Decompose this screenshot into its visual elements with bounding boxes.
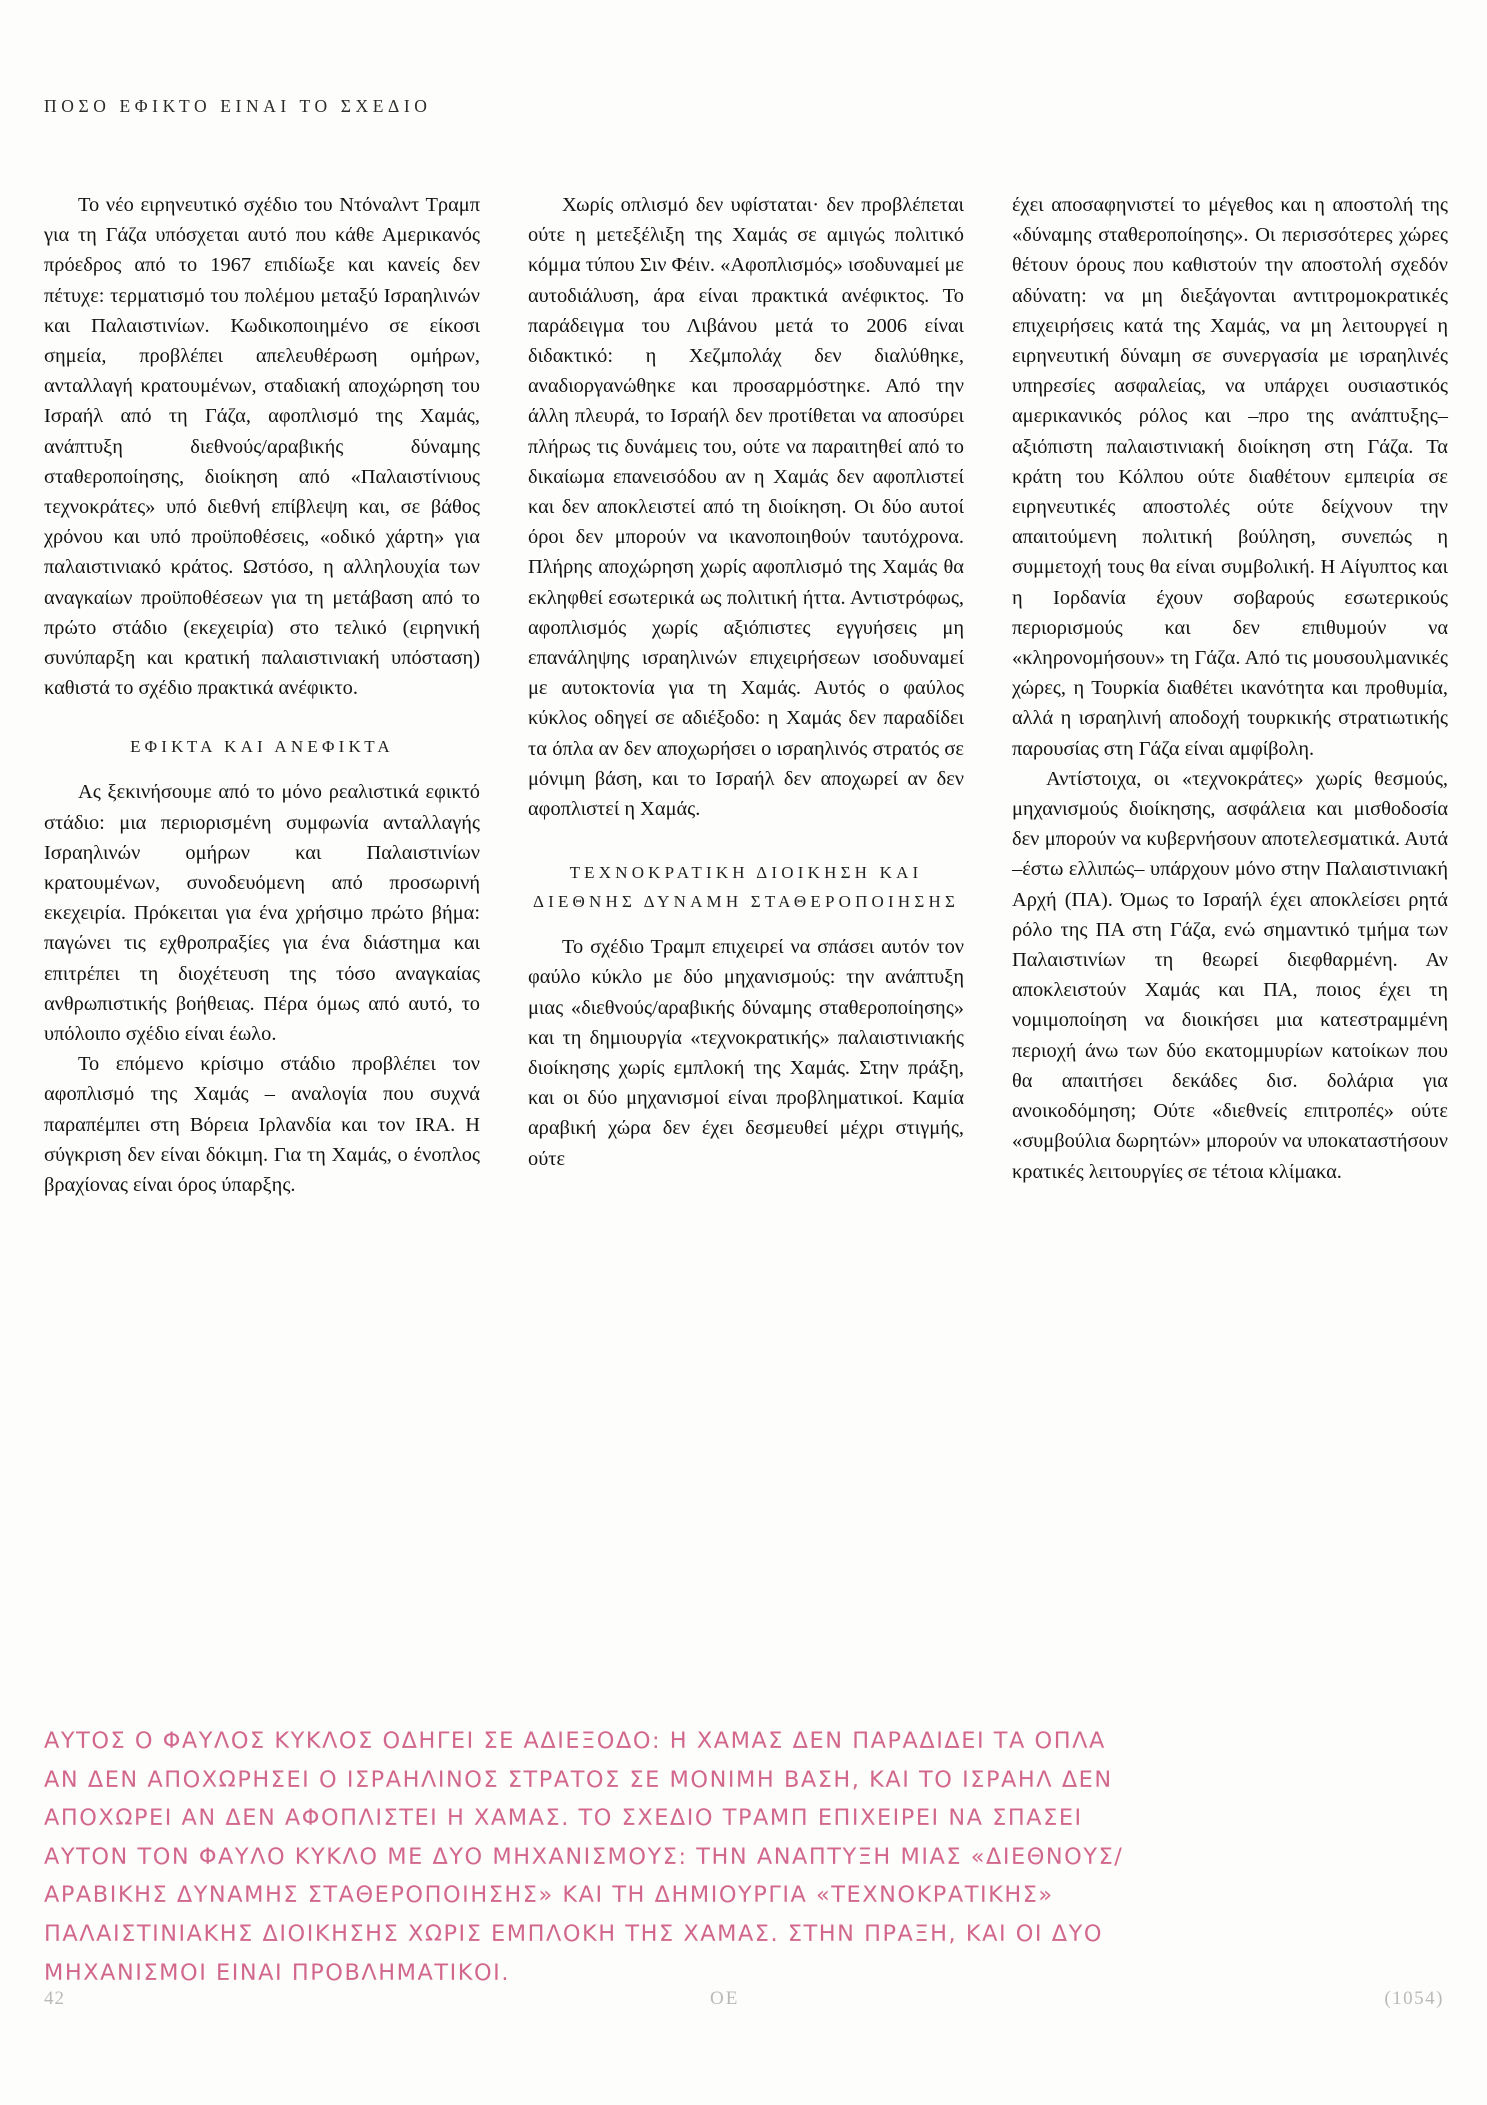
pull-quote (44, 1722, 1444, 1992)
section-heading-efikta: ΕΦΙΚΤΑ ΚΑΙ ΑΝΕΦΙΚΤΑ (130, 737, 394, 757)
column-2 (528, 190, 964, 1200)
paragraph: Ας ξεκινήσουμε από το μόνο ρεαλιστικά εφικτό στάδιο: μια περιορισμένη συμφωνία ανταλλαγής Ισραηλινών ομήρων και Παλαιστινίων κρατουμένων, συνοδευόμενη από προσωρινή εκεχειρία. Πρόκειται για ένα χρήσιμο πρώτο βήμα: παγώνει τις εχθροπραξίες για ένα διάστημα και επιτρέπει τη διοχέτευση της τόσο αναγκαίας ανθρωπιστικής βοήθειας. Πέρα όμως από αυτό, το υπόλοιπο σχέδιο είναι έωλο. (44, 781, 480, 1046)
column-1 (44, 190, 480, 1200)
pull-quote-line: ΑΝ ΔΕΝ ΑΠΟΧΩΡΗΣΕΙ Ο ΙΣΡΑΗΛΙΝΟΣ ΣΤΡΑΤΟΣ ΣΕ ΜΟΝΙΜΗ ΒΑΣΗ, ΚΑΙ ΤΟ ΙΣΡΑΗΛ ΔΕΝ (44, 1766, 1113, 1793)
section-heading-line-2: ΔΙΕΘΝΗΣ ΔΥΝΑΜΗ ΣΤΑΘΕΡΟΠΟΙΗΣΗΣ (532, 892, 960, 912)
paragraph: Το σχέδιο Τραμπ επιχειρεί να σπάσει αυτόν τον φαύλο κύκλο με δύο μηχανισμούς: την ανάπτυξη μιας «διεθνούς/αραβικής δύναμης σταθεροποίησης» και τη δημιουργία «τεχνοκρατικής» παλαιστινιακής διοίκησης χωρίς εμπλοκή της Χαμάς. Στην πράξη, και οι δύο μηχανισμοί είναι προβληματικοί. Καμία αραβική χώρα δεν έχει δεσμευθεί μέχρι στιγμής, ούτε (528, 936, 964, 1170)
publication-mark: ΟΕ (710, 1988, 740, 2009)
issue-reference: (1054) (1384, 1988, 1444, 2009)
paragraph: έχει αποσαφηνιστεί το μέγεθος και η αποστολή της «δύναμης σταθεροποίησης». Οι περισσότερες χώρες θέτουν όρους που καθιστούν την αποστολή σχεδόν αδύνατη: να μη διεξάγονται αντιτρομοκρατικές επιχειρήσεις κατά της Χαμάς, να μη λειτουργεί η ειρηνευτική δύναμη σε συνεργασία με ισραηλινές υπηρεσίες ασφαλείας, να υπάρχει ουσιαστικός αμερικανικός ρόλος και –προ της ανάπτυξης– αξιόπιστη παλαιστινιακή διοίκηση στη Γάζα. Τα κράτη του Κόλπου ούτε διαθέτουν εμπειρία σε ειρηνευτικές αποστολές ούτε δείχνουν την απαιτούμενη πολιτική βούληση, συνεπώς η συμμετοχή τους θα είναι συμβολική. Η Αίγυπτος και η Ιορδανία έχουν σοβαρούς εσωτερικούς περιορισμούς και δεν επιθυμούν να «κληρονομήσουν» τη Γάζα. Από τις μουσουλμανικές χώρες, η Τουρκία διαθέτει ικανότητα και προθυμία, αλλά η ισραηλινή αποδοχή τουρκικής στρατιωτικής παρουσίας στη Γάζα είναι αμφίβολη. (1012, 194, 1448, 760)
pull-quote-line: ΑΡΑΒΙΚΗΣ ΔΥΝΑΜΗΣ ΣΤΑΘΕΡΟΠΟΙΗΣΗΣ» ΚΑΙ ΤΗ ΔΗΜΙΟΥΡΓΙΑ «ΤΕΧΝΟΚΡΑΤΙΚΗΣ» (44, 1882, 1054, 1909)
pull-quote-line: ΑΠΟΧΩΡΕΙ ΑΝ ΔΕΝ ΑΦΟΠΛΙΣΤΕΙ Η ΧΑΜΑΣ. ΤΟ ΣΧΕΔΙΟ ΤΡΑΜΠ ΕΠΙΧΕΙΡΕΙ ΝΑ ΣΠΑΣΕΙ (44, 1805, 1083, 1832)
section-heading-line-1: ΤΕΧΝΟΚΡΑΤΙΚΗ ΔΙΟΙΚΗΣΗ ΚΑΙ (569, 863, 923, 883)
pull-quote-line: ΠΑΛΑΙΣΤΙΝΙΑΚΗΣ ΔΙΟΙΚΗΣΗΣ ΧΩΡΙΣ ΕΜΠΛΟΚΗ ΤΗΣ ΧΑΜΑΣ. ΣΤΗΝ ΠΡΑΞΗ, ΚΑΙ ΟΙ ΔΥΟ (44, 1920, 1104, 1947)
pull-quote-line: ΜΗΧΑΝΙΣΜΟΙ ΕΙΝΑΙ ΠΡΟΒΛΗΜΑΤΙΚΟΙ. (44, 1959, 510, 1986)
pull-quote-line: ΑΥΤΟΝ ΤΟΝ ΦΑΥΛΟ ΚΥΚΛΟ ΜΕ ΔΥΟ ΜΗΧΑΝΙΣΜΟΥΣ: ΤΗΝ ΑΝΑΠΤΥΞΗ ΜΙΑΣ «ΔΙΕΘΝΟΥΣ/ (44, 1843, 1124, 1870)
running-head: ΠΟΣΟ ΕΦΙΚΤΟ ΕΙΝΑΙ ΤΟ ΣΧΕΔΙΟ (44, 96, 432, 116)
page-footer (44, 1988, 1444, 2010)
pull-quote-line: ΑΥΤΟΣ Ο ΦΑΥΛΟΣ ΚΥΚΛΟΣ ΟΔΗΓΕΙ ΣΕ ΑΔΙΕΞΟΔΟ: Η ΧΑΜΑΣ ΔΕΝ ΠΑΡΑΔΙΔΕΙ ΤΑ ΟΠΛΑ (44, 1728, 1106, 1754)
article-columns (44, 190, 1448, 1200)
paragraph: Το νέο ειρηνευτικό σχέδιο του Ντόναλντ Τραμπ για τη Γάζα υπόσχεται αυτό που κάθε Αμερικανός πρόεδρος από το 1967 επιδίωξε και κανείς δεν πέτυχε: τερματισμό του πολέμου μεταξύ Ισραηλινών και Παλαιστινίων. Κωδικοποιημένο σε είκοσι σημεία, προβλέπει απελευθέρωση ομήρων, ανταλλαγή κρατουμένων, σταδιακή αποχώρηση του Ισραήλ από τη Γάζα, αφοπλισμό της Χαμάς, ανάπτυξη διεθνούς/αραβικής δύναμης σταθεροποίησης, διοίκηση από «Παλαιστίνιους τεχνοκράτες» υπό διεθνή επίβλεψη και, σε βάθος χρόνου και υπό προϋποθέσεις, «οδικό χάρτη» για παλαιστινιακό κράτος. Ωστόσο, η αλληλουχία των αναγκαίων προϋποθέσεων για τη μετάβαση από το πρώτο στάδιο (εκεχειρία) στο τελικό (ειρηνική συνύπαρξη και κρατική παλαιστινιακή υπόσταση) καθιστά το σχέδιο πρακτικά ανέφικτο. (44, 194, 480, 700)
paragraph: Το επόμενο κρίσιμο στάδιο προβλέπει τον αφοπλισμό της Χαμάς – αναλογία που συχνά παραπέμπει στη Βόρεια Ιρλανδία και τον IRA. Η σύγκριση δεν είναι δόκιμη. Για τη Χαμάς, ο ένοπλος βραχίονας είναι όρος ύπαρξης. (44, 1053, 480, 1197)
page-number: 42 (44, 1988, 65, 2009)
section-heading-technocratic (528, 858, 964, 916)
paragraph: Αντίστοιχα, οι «τεχνοκράτες» χωρίς θεσμούς, μηχανισμούς διοίκησης, ασφάλεια και μισθοδοσία δεν μπορούν να κυβερνήσουν αποτελεσματικά. Αυτά –έστω ελλιπώς– υπάρχουν μόνο στην Παλαιστινιακή Αρχή (ΠΑ). Όμως το Ισραήλ έχει αποκλείσει ρητά ρόλο της ΠΑ στη Γάζα, ενώ σημαντικό τμήμα των Παλαιστινίων τη θεωρεί διεφθαρμένη. Αν αποκλειστούν Χαμάς και ΠΑ, ποιος έχει τη νομιμοποίηση να διοικήσει μια κατεστραμμένη περιοχή άνω των δύο εκατομμυρίων κατοίκων που θα απαιτήσει δεκάδες δισ. δολάρια για ανοικοδόμηση; Ούτε «διεθνείς επιτροπές» ούτε «συμβούλια δωρητών» μπορούν να υποκαταστήσουν κρατικές λειτουργίες σε τέτοια κλίμακα. (1012, 767, 1448, 1183)
paragraph: Χωρίς οπλισμό δεν υφίσταται· δεν προβλέπεται ούτε η μετεξέλιξη της Χαμάς σε αμιγώς πολιτικό κόμμα τύπου Σιν Φέιν. «Αφοπλισμός» ισοδυναμεί με αυτοδιάλυση, άρα είναι πρακτικά ανέφικτος. Το παράδειγμα του Λιβάνου μετά το 2006 είναι διδακτικό: η Χεζμπολάχ δεν διαλύθηκε, αναδιοργανώθηκε και προσαρμόστηκε. Από την άλλη πλευρά, το Ισραήλ δεν προτίθεται να αποσύρει πλήρως τις δυνάμεις του, ούτε να παραιτηθεί από το δικαίωμα επανεισόδου αν η Χαμάς δεν αφοπλιστεί και δεν αποκλειστεί από τη διοίκηση. Οι δύο αυτοί όροι δεν μπορούν να ικανοποιηθούν ταυτόχρονα. Πλήρης αποχώρηση χωρίς αφοπλισμό της Χαμάς θα εκληφθεί εσωτερικά ως πολιτική ήττα. Αντιστρόφως, αφοπλισμός χωρίς αξιόπιστες εγγυήσεις μη επανάληψης ισραηλινών επιχειρήσεων ισοδυναμεί με αυτοκτονία για τη Χαμάς. Αυτός ο φαύλος κύκλος οδηγεί σε αδιέξοδο: η Χαμάς δεν παραδίδει τα όπλα αν δεν αποχωρήσει ο ισραηλινός στρατός σε μόνιμη βάση, και το Ισραήλ δεν αποχωρεί αν δεν αφοπλιστεί η Χαμάς. (528, 194, 964, 821)
column-3 (1012, 190, 1448, 1200)
